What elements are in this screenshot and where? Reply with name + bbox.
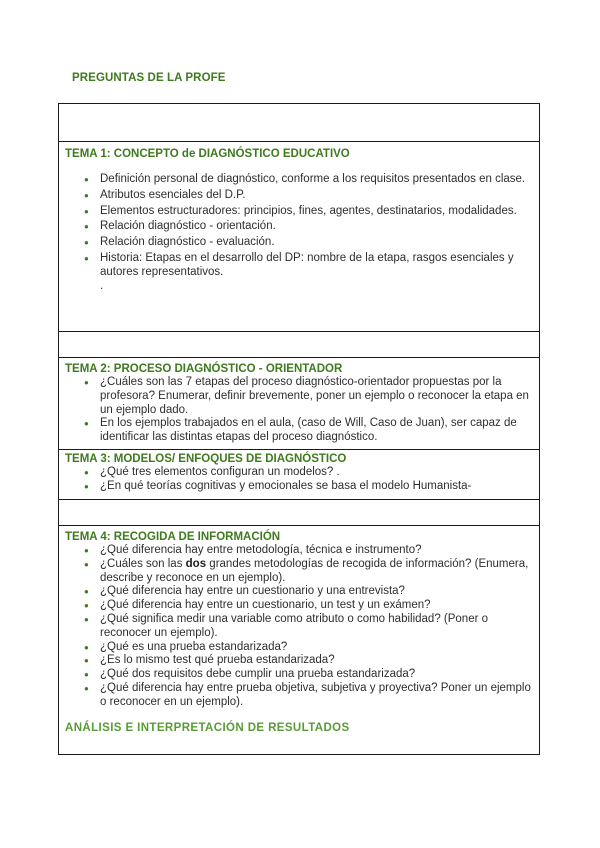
tema-3-heading: TEMA 3: MODELOS/ ENFOQUES DE DIAGNÓSTICO bbox=[65, 453, 347, 465]
list-item: ● ¿Qué diferencia hay entre un cuestionario y una entrevista? bbox=[59, 585, 539, 599]
empty-row-2 bbox=[59, 332, 540, 358]
list-item: ● Atributos esenciales del D.P. bbox=[59, 189, 539, 203]
list-item: ● ¿Cuáles son las 7 etapas del proceso diagnóstico-orientador propuestas por la profesora? Enumerar, definir brevemente, poner un ejemplo o reconocer la etapa en un ejemplo dado. bbox=[59, 376, 539, 417]
trailing-dot: . bbox=[100, 279, 104, 292]
list-item: ● Relación diagnóstico - evaluación. bbox=[59, 236, 539, 250]
list-item: ● ¿Qué diferencia hay entre prueba objetiva, subjetiva y proyectiva? Poner un ejemplo o reconocer en un ejemplo). bbox=[59, 682, 539, 710]
tema-4-heading: TEMA 4: RECOGIDA DE INFORMACIÓN bbox=[65, 531, 281, 543]
list-item: ● ¿Qué dos requisitos debe cumplir una prueba estandarizada? bbox=[59, 668, 539, 682]
item-text-pre: ¿Cuáles son las bbox=[100, 557, 186, 570]
list-item: ● ¿Es lo mismo test qué prueba estandarizada? bbox=[59, 654, 539, 668]
list-item bbox=[59, 558, 539, 586]
empty-row-1 bbox=[59, 104, 540, 142]
tema-1-heading: TEMA 1: CONCEPTO de DIAGNÓSTICO EDUCATIVO bbox=[65, 148, 350, 160]
list-item: ● En los ejemplos trabajados en el aula, (caso de Will, Caso de Juan), ser capaz de identificar las distintas etapas del proceso diagnóstico. bbox=[59, 417, 539, 445]
item-text-post: grandes metodologías de recogida de información? (Enumera, describe y reconoce en un ejemplo). bbox=[100, 557, 529, 584]
tema-3-row bbox=[59, 450, 540, 500]
questions-table bbox=[58, 103, 540, 755]
empty-row-3 bbox=[59, 500, 540, 526]
list-item: ● Definición personal de diagnóstico, conforme a los requisitos presentados en clase. bbox=[59, 173, 539, 187]
list-item: ● ¿Qué tres elementos configuran un modelos? . bbox=[59, 466, 539, 480]
list-item: ● Relación diagnóstico - orientación. bbox=[59, 220, 539, 234]
tema-2-list bbox=[59, 376, 539, 445]
document-title: PREGUNTAS DE LA PROFE bbox=[72, 72, 226, 84]
tema-1-row bbox=[59, 142, 540, 332]
list-item: ● ¿Qué diferencia hay entre un cuestionario, un test y un exámen? bbox=[59, 599, 539, 613]
list-item: ● Elementos estructuradores: principios, fines, agentes, destinatarios, modalidades. bbox=[59, 205, 539, 219]
tema-1-list bbox=[59, 173, 539, 280]
list-item: ● ¿Qué diferencia hay entre metodología, técnica e instrumento? bbox=[59, 544, 539, 558]
tema-2-heading: TEMA 2: PROCESO DIAGNÓSTICO - ORIENTADOR bbox=[65, 363, 343, 375]
item-text-bold: dos bbox=[185, 557, 207, 570]
list-item: ● ¿Qué es una prueba estandarizada? bbox=[59, 641, 539, 655]
list-item: ● ¿En qué teorías cognitivas y emocionales se basa el modelo Humanista- bbox=[59, 480, 539, 494]
tema-4-row bbox=[59, 526, 540, 755]
list-item: ● Historia: Etapas en el desarrollo del DP: nombre de la etapa, rasgos esenciales y autores representativos. bbox=[59, 252, 539, 280]
list-item: ● ¿Qué significa medir una variable como atributo o como habilidad? (Poner o reconocer un ejemplo). bbox=[59, 613, 539, 641]
tema-2-row bbox=[59, 358, 540, 450]
analysis-heading: ANÁLISIS E INTERPRETACIÓN DE RESULTADOS bbox=[65, 721, 350, 734]
tema-4-list bbox=[59, 544, 539, 710]
tema-3-list bbox=[59, 466, 539, 494]
